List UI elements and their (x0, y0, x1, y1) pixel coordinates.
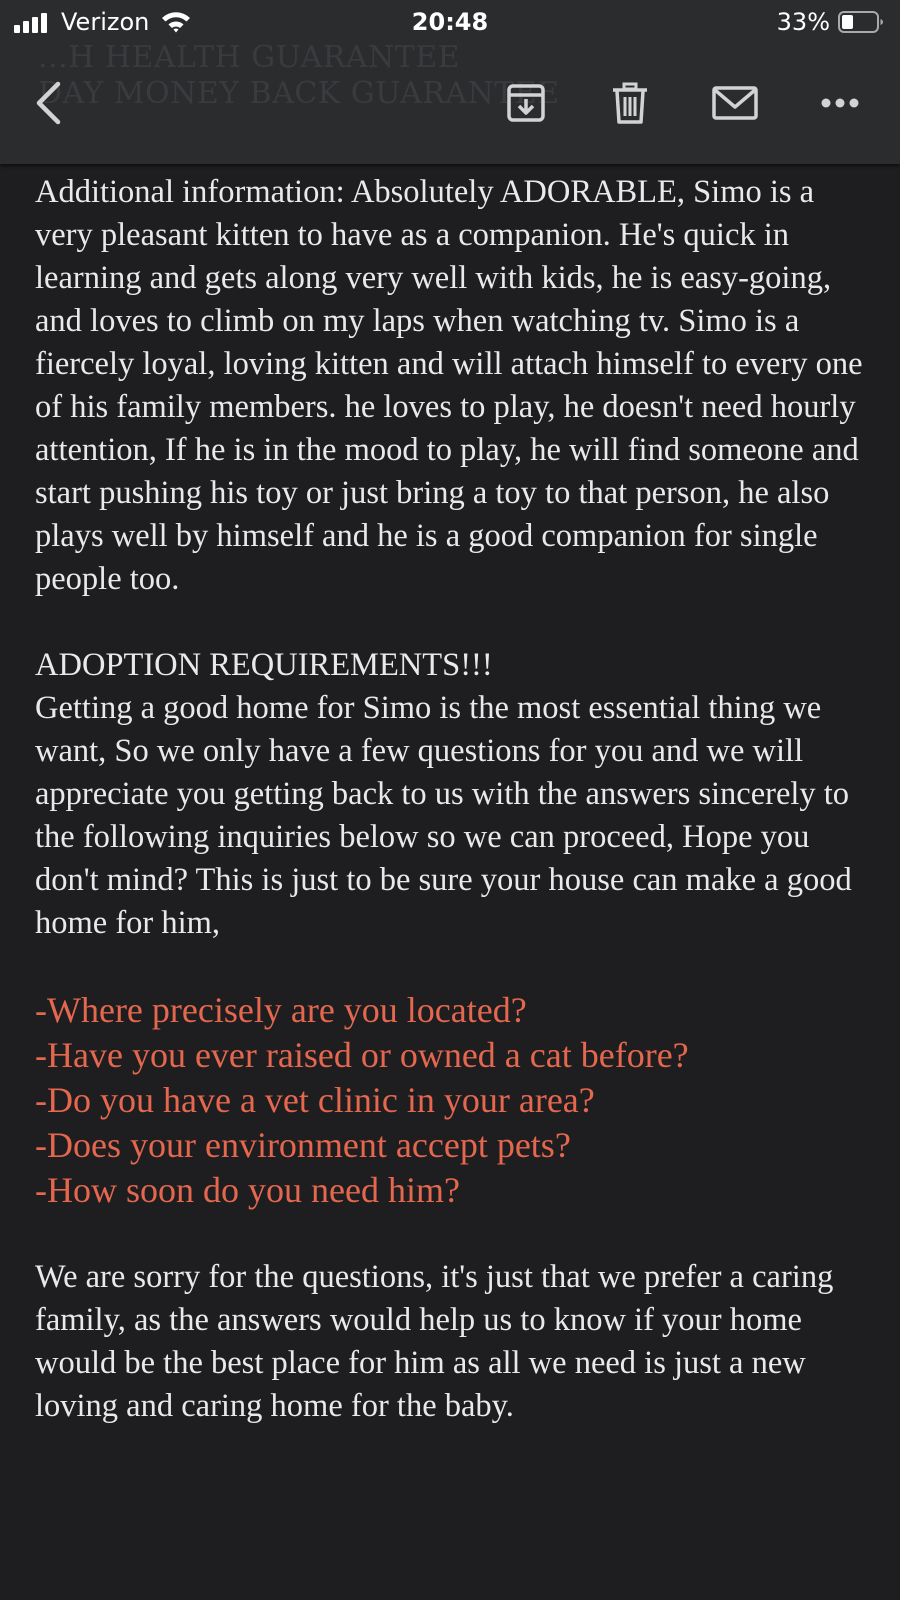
trash-icon (611, 82, 649, 124)
question-item: -Do you have a vet clinic in your area? (35, 1080, 595, 1120)
battery-percentage: 33% (776, 8, 830, 36)
question-item: -How soon do you need him? (35, 1170, 460, 1210)
back-button[interactable] (30, 78, 66, 128)
more-icon (820, 97, 860, 109)
requirements-title: ADOPTION REQUIREMENTS!!! (35, 647, 493, 683)
more-button[interactable] (818, 78, 862, 128)
scrolled-header-line: DAY MONEY BACK GUARANTEE (38, 76, 560, 111)
status-bar (0, 0, 900, 44)
question-list (35, 988, 875, 1213)
carrier-name: Verizon (61, 8, 150, 36)
requirements-paragraph: Getting a good home for Simo is the most essential thing we want, So we only have a few questions for you and we will appreciate you getting back to us with the answers sincerely to the following inquiries below so we can proceed, Hope you don't mind? This is just to be sure your house can make a good home for him, (35, 690, 852, 941)
top-bar (0, 0, 900, 164)
question-item: -Does your environment accept pets? (35, 1125, 571, 1165)
email-body (35, 171, 875, 1428)
scrolled-header-text (38, 40, 560, 112)
battery-icon (838, 11, 884, 33)
additional-info-paragraph: Additional information: Absolutely ADORABLE, Simo is a very pleasant kitten to have as a companion. He's quick in learning and gets along very well with kids, he is easy-going, and loves to climb on my laps when watching tv. Simo is a fiercely loyal, loving kitten and will attach himself to every one of his family members. he loves to play, he doesn't need hourly attention, If he is in the mood to play, he will find someone and start pushing his toy or just bring a toy to that person, he also plays well by himself and he is a good companion for single people too. (35, 174, 863, 597)
archive-button[interactable] (504, 78, 548, 128)
chevron-left-icon (34, 81, 62, 125)
clock: 20:48 (411, 8, 489, 36)
archive-icon (505, 82, 547, 124)
question-item: -Where precisely are you located? (35, 990, 527, 1030)
mail-icon (711, 85, 759, 121)
question-item: -Have you ever raised or owned a cat before? (35, 1035, 689, 1075)
delete-button[interactable] (610, 78, 650, 128)
scrolled-header-line: ...H HEALTH GUARANTEE (38, 40, 461, 75)
mail-button[interactable] (710, 78, 760, 128)
closing-paragraph: We are sorry for the questions, it's just that we prefer a caring family, as the answers would help us to know if your home would be the best place for him as all we need is just a new loving and caring home for the baby. (35, 1259, 834, 1424)
